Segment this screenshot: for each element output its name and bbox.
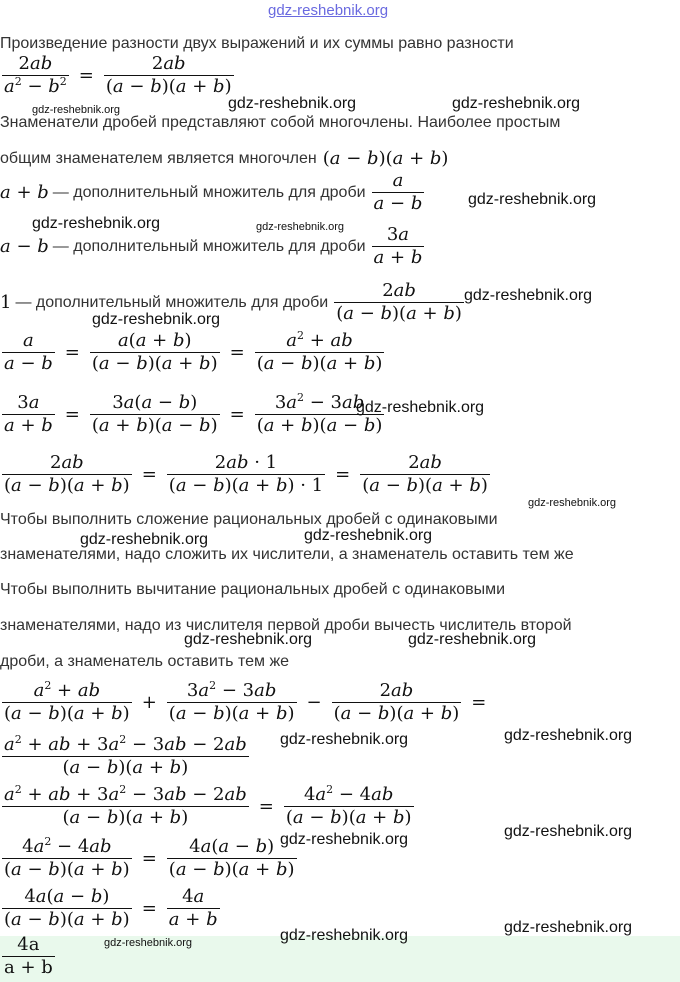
watermark: gdz-reshebnik.org <box>280 831 409 848</box>
watermark: gdz-reshebnik.org <box>80 531 209 548</box>
watermark: gdz-reshebnik.org <box>228 95 357 112</box>
equation-simplify: $\frac{a^2 + ab + 3a^2 - 3ab - 2ab}{(a - b)(a + b)}$ = $\frac{4a^2 - 4ab}{(a - b)(a + b)}$ <box>4 783 412 828</box>
watermark: gdz-reshebnik.org <box>280 731 409 748</box>
equation-second-fraction: $\frac{3a}{a + b}$ = $\frac{3a(a - b)}{(a + b)(a - b)}$ = $\frac{3a^2 - 3ab}{(a + b)(a - b)}$ <box>4 391 383 436</box>
final-answer <box>0 934 57 979</box>
watermark: gdz-reshebnik.org <box>452 95 581 112</box>
watermark: gdz-reshebnik.org <box>32 215 161 232</box>
paragraph-common-denominator-line2: общим знаменателем является многочлен (a − b)(a + b) <box>0 148 449 169</box>
number-one: 1 <box>0 292 12 313</box>
multiplier-text: — дополнительный множитель для дроби <box>15 293 329 311</box>
watermark: gdz-reshebnik.org <box>256 221 345 233</box>
answer-denominator: a + b <box>4 957 53 978</box>
rule-subtraction-line3: дроби, а знаменатель оставить тем же <box>0 653 290 670</box>
watermark: gdz-reshebnik.org <box>92 311 221 328</box>
watermark: gdz-reshebnik.org <box>528 497 617 509</box>
equation-factor: $\frac{4a^2 - 4ab}{(a - b)(a + b)}$ = $\frac{4a(a - b)}{(a - b)(a + b)}$ <box>4 835 295 880</box>
site-link[interactable]: gdz-reshebnik.org <box>268 2 389 19</box>
watermark: gdz-reshebnik.org <box>504 823 633 840</box>
rule-addition-line1: Чтобы выполнить сложение рациональных дробей с одинаковыми <box>0 511 498 528</box>
multiplier-line-1: a + b — дополнительный множитель для дроби $\frac{a}{a - b}$ <box>0 170 423 214</box>
rule-subtraction-line1: Чтобы выполнить вычитание рациональных дробей с одинаковыми <box>0 581 506 598</box>
equation-denominator-factor: $\frac{2ab}{a^2 - b^2}$ = $\frac{2ab}{(a - b)(a + b)}$ <box>4 53 232 97</box>
watermark: gdz-reshebnik.org <box>32 104 121 116</box>
equation-combined: $\frac{a^2 + ab + 3a^2 - 3ab - 2ab}{(a - b)(a + b)}$ <box>4 733 247 778</box>
rule-addition-line2: знаменателями, надо сложить их числители, а знаменатель оставить тем же <box>0 546 574 563</box>
answer-numerator: 4a <box>2 934 55 957</box>
equation-cancel: $\frac{4a(a - b)}{(a - b)(a + b)}$ = $\frac{4a}{a + b}$ <box>4 886 218 930</box>
paragraph-text: общим знаменателем является многочлен <box>0 149 317 167</box>
rule-subtraction-line2: знаменателями, надо из числителя первой дроби вычесть числитель второй <box>0 617 572 634</box>
watermark: gdz-reshebnik.org <box>504 727 633 744</box>
watermark: gdz-reshebnik.org <box>464 287 593 304</box>
watermark: gdz-reshebnik.org <box>280 927 409 944</box>
watermark: gdz-reshebnik.org <box>184 631 313 648</box>
paragraph-difference-of-squares: Произведение разности двух выражений и их суммы равно разности <box>0 35 514 52</box>
watermark: gdz-reshebnik.org <box>504 919 633 936</box>
paragraph-common-denominator: Знаменатели дробей представляют собой многочлены. Наиболее простым <box>0 114 561 131</box>
watermark: gdz-reshebnik.org <box>304 527 433 544</box>
multiplier-line-2: a − b — дополнительный множитель для дроби $\frac{3a}{a + b}$ <box>0 224 423 268</box>
equation-sum: $\frac{a^2 + ab}{(a - b)(a + b)}$ + $\frac{3a^2 - 3ab}{(a - b)(a + b)}$ − $\frac{2ab}{(a - b)(a + b)}$ = <box>4 679 487 724</box>
watermark: gdz-reshebnik.org <box>408 631 537 648</box>
watermark: gdz-reshebnik.org <box>356 399 485 416</box>
equation-first-fraction: $\frac{a}{a - b}$ = $\frac{a(a + b)}{(a - b)(a + b)}$ = $\frac{a^2 + ab}{(a - b)(a + b)}$ <box>4 329 383 374</box>
watermark: gdz-reshebnik.org <box>468 191 597 208</box>
equation-third-fraction: $\frac{2ab}{(a - b)(a + b)}$ = $\frac{2ab \cdot 1}{(a - b)(a + b) \cdot 1}$ = $\frac{2ab}{(a - b)(a + b)}$ <box>4 452 488 496</box>
multiplier-text: — дополнительный множитель для дроби <box>52 237 366 255</box>
watermark: gdz-reshebnik.org <box>104 937 193 949</box>
multiplier-line-3: 1 — дополнительный множитель для дроби $\frac{2ab}{(a - b)(a + b)}$ <box>0 280 462 324</box>
multiplier-text: — дополнительный множитель для дроби <box>52 183 366 201</box>
